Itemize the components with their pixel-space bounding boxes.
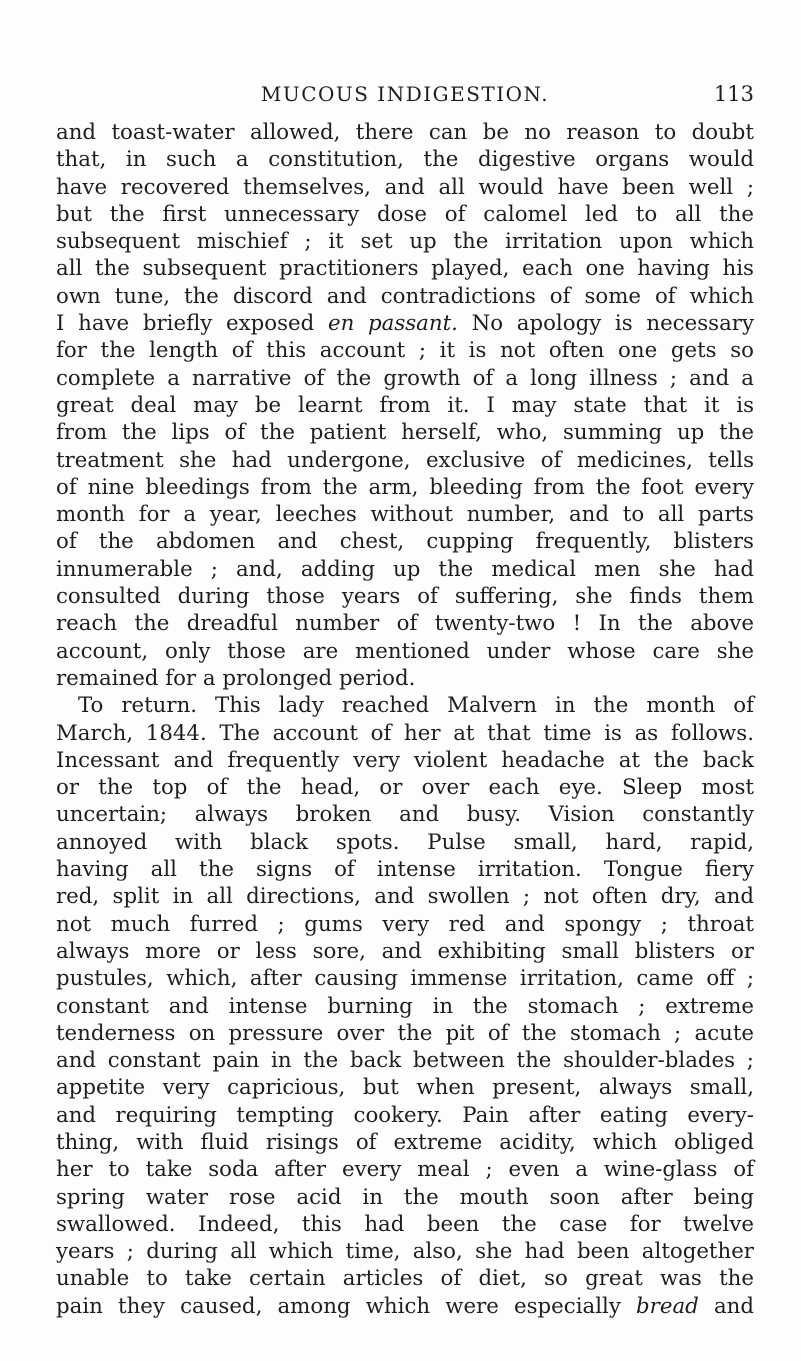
italic-phrase: en passant.: [327, 311, 458, 337]
text-line: have recovered themselves, and all would have been well ;: [56, 174, 754, 200]
text-line: innumerable ; and, adding up the medical men she had: [56, 556, 754, 582]
text-line: always more or less sore, and exhibiting small blisters or: [56, 938, 754, 964]
text-line: but the first unnecessary dose of calomel led to all the: [56, 201, 754, 227]
text-line: constant and intense burning in the stomach ; extreme: [56, 993, 754, 1019]
text-line: that, in such a constitution, the digestive organs would: [56, 147, 754, 173]
body-text: [56, 119, 754, 1320]
text-line: red, split in all directions, and swollen ; not often dry, and: [56, 884, 754, 910]
text-line: annoyed with black spots. Pulse small, hard, rapid,: [56, 829, 754, 855]
text-line: own tune, the discord and contradictions of some of which: [56, 283, 754, 309]
text-line: month for a year, leeches without number, and to all parts: [56, 502, 754, 528]
text-line: tenderness on pressure over the pit of the stomach ; acute: [56, 1020, 754, 1046]
text-segment: I have briefly exposed: [56, 311, 315, 337]
text-line: account, only those are mentioned under whose care she: [56, 638, 754, 664]
text-segment: pain they caused, among which were especially: [56, 1293, 621, 1319]
text-line: reach the dreadful number of twenty-two ! In the above: [56, 611, 754, 637]
text-line: and constant pain in the back between the shoulder-blades ;: [56, 1048, 754, 1074]
text-line: treatment she had undergone, exclusive of medicines, tells: [56, 447, 754, 473]
italic-word: bread: [636, 1293, 699, 1319]
text-segment: and: [713, 1293, 754, 1319]
text-line: thing, with fluid risings of extreme acidity, which obliged: [56, 1129, 754, 1155]
text-segment: No apology is necessary: [471, 311, 754, 337]
text-line: and requiring tempting cookery. Pain after eating every-: [56, 1102, 754, 1128]
text-line: of nine bleedings from the arm, bleeding from the foot every: [56, 474, 754, 500]
running-title: MUCOUS INDIGESTION.: [260, 82, 550, 106]
text-line: March, 1844. The account of her at that time is as follows.: [56, 720, 754, 746]
paragraph-start-line: To return. This lady reached Malvern in the month of: [78, 693, 754, 719]
text-line: complete a narrative of the growth of a long illness ; and a: [56, 365, 754, 391]
text-line: having all the signs of intense irritation. Tongue fiery: [56, 857, 754, 883]
text-line: of the abdomen and chest, cupping frequently, blisters: [56, 529, 754, 555]
text-line: consulted during those years of suffering, she finds them: [56, 584, 754, 610]
text-line: Incessant and frequently very violent headache at the back: [56, 747, 754, 773]
text-line: swallowed. Indeed, this had been the case for twelve: [56, 1211, 754, 1237]
text-line: unable to take certain articles of diet, so great was the: [56, 1266, 754, 1292]
text-line: from the lips of the patient herself, who, summing up the: [56, 420, 754, 446]
text-line: great deal may be learnt from it. I may state that it is: [56, 392, 754, 418]
text-line: appetite very capricious, but when present, always small,: [56, 1075, 754, 1101]
text-line: subsequent mischief ; it set up the irritation upon which: [56, 229, 754, 255]
page-number: 113: [713, 82, 754, 106]
text-line: for the length of this account ; it is not often one gets so: [56, 338, 754, 364]
running-head: [56, 78, 754, 110]
text-line: and toast-water allowed, there can be no reason to doubt: [56, 120, 754, 145]
text-line: spring water rose acid in the mouth soon after being: [56, 1184, 754, 1210]
text-line-with-italic: [56, 310, 754, 337]
text-line-with-italic: [56, 1293, 754, 1320]
text-line: pustules, which, after causing immense irritation, came off ;: [56, 966, 754, 992]
text-line: remained for a prolonged period.: [56, 665, 416, 691]
text-line: not much furred ; gums very red and spongy ; throat: [56, 911, 754, 937]
text-line: all the subsequent practitioners played, each one having his: [56, 256, 754, 282]
text-line: uncertain; always broken and busy. Vision constantly: [56, 802, 754, 828]
text-line: years ; during all which time, also, she had been altogether: [56, 1239, 754, 1265]
text-line: her to take soda after every meal ; even a wine-glass of: [56, 1157, 754, 1183]
text-line: or the top of the head, or over each eye. Sleep most: [56, 775, 754, 801]
